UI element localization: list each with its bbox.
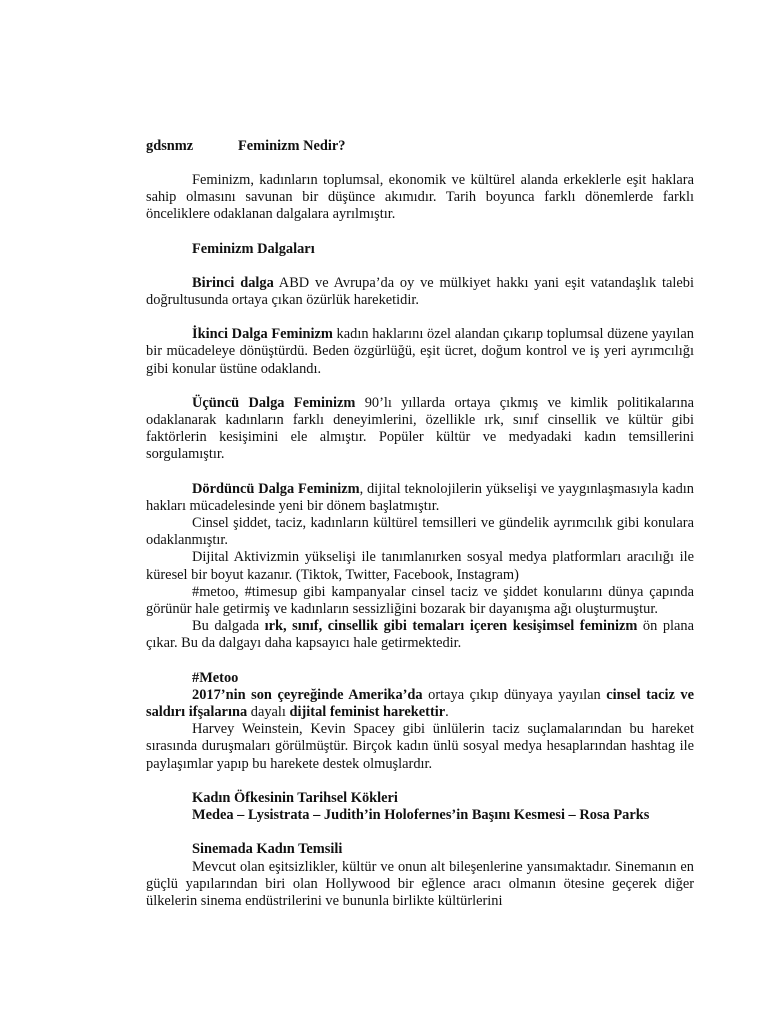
metoo-text-1: ortaya çıkıp dünyaya yayılan [422, 686, 607, 703]
wave1-title: Birinci dalga [192, 274, 274, 291]
wave4-p5-bold: ırk, sınıf, cinsellik gibi temaları içeren kesişimsel feminizm [264, 618, 638, 635]
cinema-paragraph: Mevcut olan eşitsizlikler, kültür ve onun alt bileşenlerine yansımaktadır. Sinemanın en güçlü yapılarından biri olan Hollywood bir eğlence aracı olmanın ötesine geçerek diğer ülkelerin sinema endüstrilerini ve bununla birlikte kültürlerini [146, 858, 694, 909]
metoo-heading: #Metoo [192, 669, 239, 686]
metoo-text-2: dayalı [247, 704, 290, 721]
document-page [146, 138, 694, 910]
metoo-bold-2: cinsel taciz ve saldırı ifşalarına [146, 686, 695, 721]
wave3-paragraph [146, 395, 694, 464]
waves-heading: Feminizm Dalgaları [192, 240, 315, 257]
wave4-p5-tail: ön plana çıkar. Bu da dalgayı daha kapsayıcı hale getirmektedir. [146, 618, 694, 652]
wave3-text: 90’lı yıllarda ortaya çıkmış ve kimlik politikalarına odaklanarak kadınların farklı deneyimlerini, özellikle ırk, sınıf cinsellik ve kültür gibi faktörlerin kesişimini ele almıştır. Popüler kültür ve medyadaki kadın temsillerini sorgulamıştır. [146, 394, 695, 463]
wave4-intersectional-paragraph [146, 618, 694, 652]
metoo-bold-1: 2017’nin son çeyreğinde Amerika’da [192, 686, 423, 703]
wave1-paragraph [146, 275, 694, 309]
intro-paragraph: Feminizm, kadınların toplumsal, ekonomik ve kültürel alanda erkeklerle eşit haklara sahip olmasını savunan bir düşünce akımıdır. Tarih boyunca farklı dönemlerde farklı önceliklere odaklanan dalgalara ayrılmıştır. [146, 172, 694, 223]
metoo-paragraph [146, 687, 694, 721]
metoo-bold-3: dijital feminist harekettir [289, 704, 446, 721]
document-header [146, 138, 694, 155]
wave4-paragraph [146, 481, 694, 515]
roots-heading: Kadın Öfkesinin Tarihsel Kökleri [192, 789, 398, 806]
metoo-text-3: . [445, 704, 449, 721]
wave3-title: Üçüncü Dalga Feminizm [192, 394, 356, 411]
wave4-title: Dördüncü Dalga Feminizm [192, 480, 360, 497]
roots-subheading: Medea – Lysistrata – Judith’in Holofernes’in Başını Kesmesi – Rosa Parks [192, 807, 650, 824]
wave4-p5-lead: Bu dalgada [192, 618, 265, 635]
wave4-campaigns-paragraph: #metoo, #timesup gibi kampanyalar cinsel taciz ve şiddet konularını dünya çapında görünür hale getirmiş ve kadınların sessizliğini bozarak bir dayanışma ağı oluşturmuştur. [146, 583, 694, 618]
wave4-digital-paragraph: Dijital Aktivizmin yükselişi ile tanımlanırken sosyal medya platformları aracılığı ile küresel bir boyut kazanır. (Tiktok, Twitter, Facebook, Instagram) [146, 549, 694, 583]
metoo-cases-paragraph: Harvey Weinstein, Kevin Spacey gibi ünlülerin taciz suçlamalarından bu hareket sırasında duruşmaları görülmüştür. Birçok kadın ünlü sosyal medya hesaplarından hashtag ile paylaşımlar yapıp bu harekete destek olmuşlardır. [146, 721, 694, 772]
header-label: gdsnmz [146, 138, 194, 154]
wave1-text: ABD ve Avrupa’da oy ve mülkiyet hakkı yani eşit vatandaşlık talebi doğrultusunda ortaya çıkan özürlük hareketidir. [146, 274, 694, 309]
wave4-topics-paragraph: Cinsel şiddet, taciz, kadınların kültürel temsilleri ve gündelik ayrımcılık gibi konulara odaklanmıştır. [146, 515, 694, 549]
wave2-text: kadın haklarını özel alandan çıkarıp toplumsal düzene yayılan bir mücadeleye dönüştürdü. Beden özgürlüğü, eşit ücret, doğum kontrol ve iş yeri ayrımcılığı gibi konular üstüne odaklandı. [146, 326, 694, 377]
wave2-title: İkinci Dalga Feminizm [192, 326, 333, 343]
wave4-text: , dijital teknolojilerin yükselişi ve yaygınlaşmasıyla kadın hakları mücadelesinde yeni bir dönem başlatmıştır. [146, 480, 694, 514]
cinema-heading: Sinemada Kadın Temsili [192, 841, 343, 858]
page-title: Feminizm Nedir? [238, 138, 346, 154]
wave2-paragraph [146, 326, 694, 378]
